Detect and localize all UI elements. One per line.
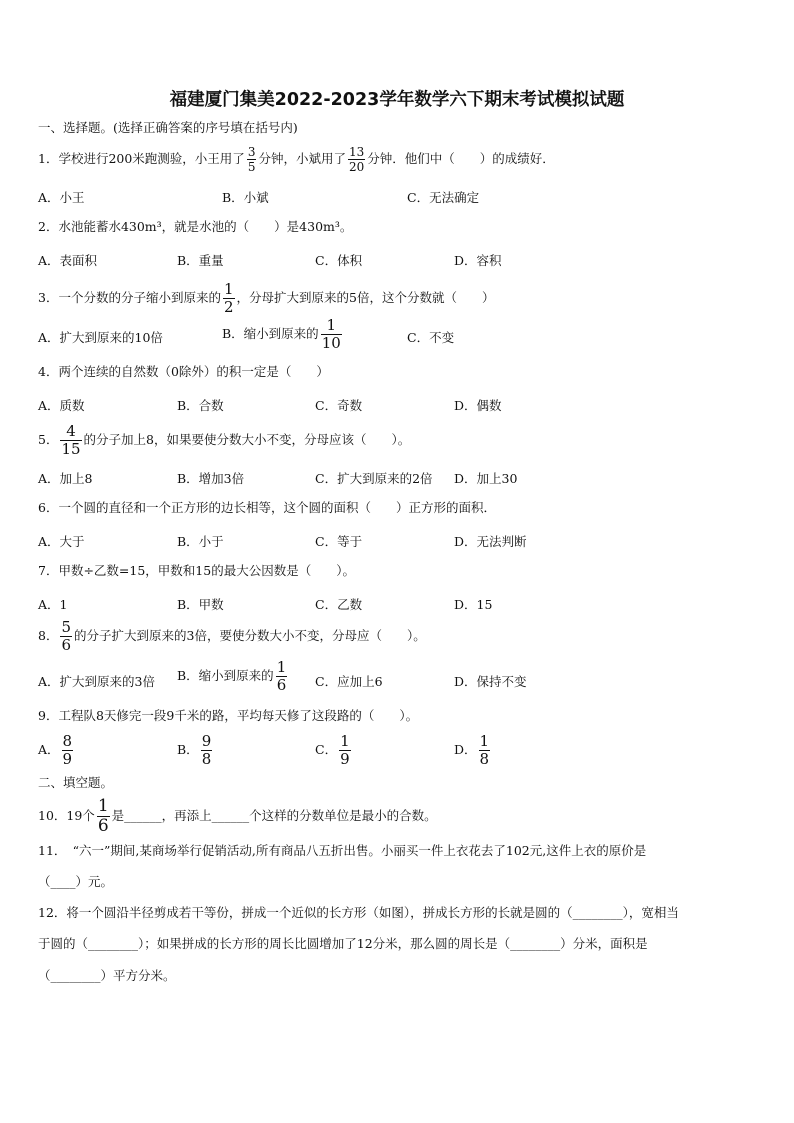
question-8 xyxy=(38,620,426,653)
q6-option-a: A．大于 xyxy=(38,534,85,549)
q10-numerator: 1 xyxy=(97,796,109,816)
question-11-line-2: （____）元。 xyxy=(38,874,114,889)
q9-option-b-label: B． xyxy=(177,742,199,757)
q8-text-post: 的分子扩大到原来的3倍，要使分数大小不变，分母应（ ）。 xyxy=(74,628,426,643)
q8-fraction xyxy=(60,620,72,653)
q2-option-b: B．重量 xyxy=(177,253,224,268)
section-fill-heading: 二、填空题。 xyxy=(38,775,114,790)
question-5 xyxy=(38,424,410,457)
q6-option-c: C．等于 xyxy=(315,534,363,549)
q1-option-a: A．小王 xyxy=(38,190,85,205)
q8-option-b xyxy=(177,660,289,693)
q10-text-pre: 10．19个 xyxy=(38,808,95,823)
q1-text-post: 分钟．他们中（ ）的成绩好． xyxy=(367,151,555,166)
question-12-line-1: 12．将一个圆沿半径剪成若干等份，拼成一个近似的长方形（如图），拼成长方形的长就是圆的（________），宽相当 xyxy=(38,905,679,920)
q5-option-b: B．增加3倍 xyxy=(177,471,245,486)
q5-text-post: 的分子加上8，如果要使分数大小不变，分母应该（ ）。 xyxy=(83,432,411,447)
q8-option-b-text: B．缩小到原来的 xyxy=(177,668,274,683)
q5-numerator: 4 xyxy=(60,424,81,441)
q8-b-numerator: 1 xyxy=(276,658,287,676)
q9-option-d-fraction xyxy=(479,734,491,767)
q2-option-d: D．容积 xyxy=(454,253,502,268)
question-12-line-3: （________）平方分米。 xyxy=(38,968,176,983)
q8-option-a: A．扩大到原来的3倍 xyxy=(38,674,155,689)
q5-option-d: D．加上30 xyxy=(454,471,518,486)
q3-option-a: A．扩大到原来的10倍 xyxy=(38,330,163,345)
q8-b-denominator: 6 xyxy=(276,676,287,694)
q9-option-b xyxy=(177,734,214,767)
q2-option-a: A．表面积 xyxy=(38,253,98,268)
q9-d-denominator: 8 xyxy=(479,750,490,768)
q5-denominator: 15 xyxy=(61,440,81,458)
q7-option-d: D．15 xyxy=(454,597,493,612)
question-4: 4．两个连续的自然数（0除外）的积一定是（ ） xyxy=(38,364,329,379)
q9-option-c xyxy=(315,734,353,767)
q7-option-b: B．甲数 xyxy=(177,597,224,612)
section-choice-heading: 一、选择题。(选择正确答案的序号填在括号内) xyxy=(38,120,298,135)
q5-option-c: C．扩大到原来的2倍 xyxy=(315,471,433,486)
q8-numerator: 5 xyxy=(61,618,71,636)
q4-option-c: C．奇数 xyxy=(315,398,363,413)
q9-option-c-fraction xyxy=(339,734,351,767)
q3-text-pre: 3．一个分数的分子缩小到原来的 xyxy=(38,290,221,305)
q8-denominator: 6 xyxy=(61,636,71,654)
question-11-line-1: 11． “六一”期间,某商场举行促销活动,所有商品八五折出售。小丽买一件上衣花去了102元,这件上衣的原价是 xyxy=(38,843,647,858)
q1-option-b: B．小斌 xyxy=(222,190,269,205)
q9-option-a-label: A． xyxy=(38,742,60,757)
q10-text-post: 是______，再添上______个这样的分数单位是最小的合数。 xyxy=(111,808,437,823)
question-10 xyxy=(38,798,437,835)
q4-option-d: D．偶数 xyxy=(454,398,502,413)
page-title: 福建厦门集美2022-2023学年数学六下期末考试模拟试题 xyxy=(169,90,625,110)
question-7: 7．甲数÷乙数=15，甲数和15的最大公因数是（ ）。 xyxy=(38,563,355,578)
q3-numerator: 1 xyxy=(223,280,234,298)
q10-fraction xyxy=(97,798,110,835)
q2-option-c: C．体积 xyxy=(315,253,363,268)
question-2: 2．水池能蓄水430m³，就是水池的（ ）是430m³。 xyxy=(38,219,353,234)
q1-fraction-1 xyxy=(247,146,257,173)
q3-text-post: ，分母扩大到原来的5倍，这个分数就（ ） xyxy=(236,290,495,305)
q4-option-a: A．质数 xyxy=(38,398,85,413)
q3-b-denominator: 10 xyxy=(321,334,341,352)
question-3 xyxy=(38,282,494,315)
q9-c-denominator: 9 xyxy=(340,750,350,768)
q9-option-c-label: C． xyxy=(315,742,338,757)
q3-option-b-fraction xyxy=(321,318,342,351)
q9-option-a-fraction xyxy=(62,734,74,767)
q8-text-pre: 8． xyxy=(38,628,59,643)
q1-text-pre: 1．学校进行200米跑测验，小王用了 xyxy=(38,151,245,166)
q8-option-c: C．应加上6 xyxy=(315,674,383,689)
q3-option-b xyxy=(222,318,344,351)
q1-text-mid: 分钟，小斌用了 xyxy=(258,151,346,166)
q10-denominator: 6 xyxy=(97,816,109,836)
q3-fraction xyxy=(223,282,235,315)
question-12-line-2: 于圆的（________）；如果拼成的长方形的周长比圆增加了12分米，那么圆的周长是（________）分米，面积是 xyxy=(38,936,648,951)
q5-text-pre: 5． xyxy=(38,432,59,447)
q6-option-d: D．无法判断 xyxy=(454,534,527,549)
q9-c-numerator: 1 xyxy=(340,732,350,750)
q6-option-b: B．小于 xyxy=(177,534,224,549)
q3-option-b-text: B．缩小到原来的 xyxy=(222,326,319,341)
q9-a-numerator: 8 xyxy=(62,732,73,750)
q9-option-b-fraction xyxy=(201,734,213,767)
q1-f1-numerator: 3 xyxy=(247,145,256,159)
q9-b-numerator: 9 xyxy=(201,732,212,750)
q3-option-c: C．不变 xyxy=(407,330,455,345)
q5-option-a: A．加上8 xyxy=(38,471,93,486)
q9-option-d-label: D． xyxy=(454,742,477,757)
q9-b-denominator: 8 xyxy=(201,750,212,768)
question-1 xyxy=(38,146,555,173)
q4-option-b: B．合数 xyxy=(177,398,224,413)
q7-option-a: A．1 xyxy=(38,597,68,612)
q3-denominator: 2 xyxy=(223,298,234,316)
q1-f2-denominator: 20 xyxy=(348,160,365,174)
q9-a-denominator: 9 xyxy=(62,750,73,768)
q9-option-a xyxy=(38,734,75,767)
q1-f2-numerator: 13 xyxy=(348,145,365,159)
q5-fraction xyxy=(60,424,81,457)
q8-option-b-fraction xyxy=(276,660,288,693)
q9-option-d xyxy=(454,734,492,767)
q7-option-c: C．乙数 xyxy=(315,597,363,612)
question-9: 9．工程队8天修完一段9千米的路，平均每天修了这段路的（ ）。 xyxy=(38,708,419,723)
q3-b-numerator: 1 xyxy=(321,318,342,335)
q1-f1-denominator: 5 xyxy=(247,160,256,174)
question-6: 6．一个圆的直径和一个正方形的边长相等，这个圆的面积（ ）正方形的面积． xyxy=(38,500,496,515)
q9-d-numerator: 1 xyxy=(479,732,490,750)
q1-fraction-2 xyxy=(348,146,365,173)
q1-option-c: C．无法确定 xyxy=(407,190,480,205)
q8-option-d: D．保持不变 xyxy=(454,674,527,689)
